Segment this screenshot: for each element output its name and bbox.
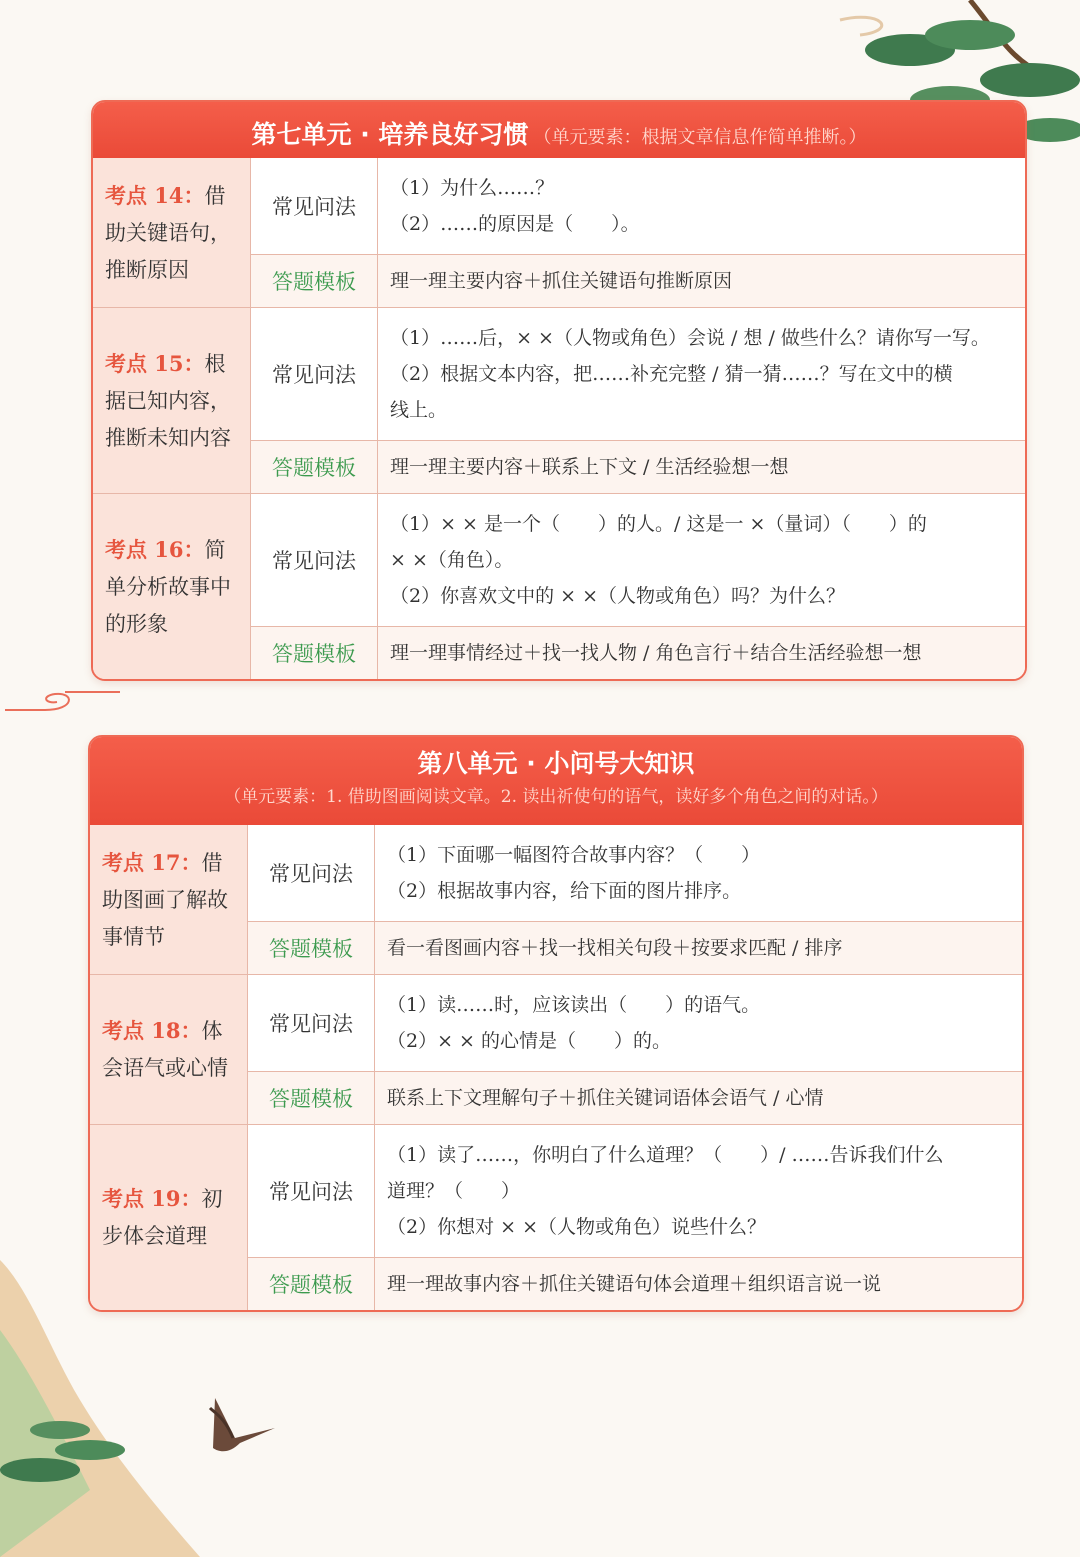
point-19 — [90, 1124, 1022, 1310]
unit-7-title: 第七单元 · 培养良好习惯 — [251, 120, 529, 149]
point-18-template-row — [248, 1071, 1022, 1124]
point-18-title: 体会语气或心情 — [102, 1019, 228, 1080]
point-19-questions — [375, 1125, 1022, 1257]
point-18 — [90, 974, 1022, 1124]
point-18-question-label: 常见问法 — [248, 975, 375, 1071]
point-14 — [93, 158, 1025, 307]
cloud-swirl-decoration — [5, 688, 120, 714]
question-line: （1）读……时，应该读出（ ）的语气。 — [387, 994, 761, 1016]
point-15-number: 考点 15： — [105, 350, 205, 376]
point-17-questions — [375, 825, 1022, 921]
unit-7-body — [93, 158, 1025, 679]
point-19-question-label: 常见问法 — [248, 1125, 375, 1257]
point-19-number: 考点 19： — [102, 1186, 202, 1211]
point-15-questions — [378, 308, 1025, 440]
point-15-template-label: 答题模板 — [251, 441, 378, 493]
point-17-number: 考点 17： — [102, 849, 202, 875]
question-line: （1）下面哪一幅图符合故事内容？（ ） — [387, 844, 761, 866]
point-17-topic — [90, 825, 248, 974]
point-17-questions-row — [248, 825, 1022, 921]
point-17-template-row — [248, 921, 1022, 974]
question-line: × ×（角色）。 — [390, 549, 514, 571]
unit-8-header — [90, 737, 1022, 825]
unit-8-title: 第八单元 · 小问号大知识 — [417, 749, 695, 778]
question-line: （2）你想对 × ×（人物或角色）说些什么？ — [387, 1216, 767, 1238]
question-line: （1）读了……，你明白了什么道理？（ ）/ ……告诉我们什么 — [387, 1144, 944, 1166]
point-14-number: 考点 14： — [105, 182, 205, 208]
point-14-template — [378, 255, 1025, 307]
point-17-template-label: 答题模板 — [248, 922, 375, 974]
point-18-questions — [375, 975, 1022, 1071]
point-16-title: 简单分析故事中的形象 — [105, 537, 231, 636]
point-14-title: 借助关键语句，推断原因 — [105, 183, 231, 282]
point-18-questions-row — [248, 975, 1022, 1071]
question-line: （2）你喜欢文中的 × ×（人物或角色）吗？为什么？ — [390, 585, 846, 607]
point-16 — [93, 493, 1025, 679]
point-15-template — [378, 441, 1025, 493]
unit-8-card — [88, 735, 1024, 1312]
point-19-title: 初步体会道理 — [102, 1187, 223, 1248]
point-15-topic — [93, 308, 251, 493]
point-16-template-label: 答题模板 — [251, 627, 378, 679]
point-17-title: 借助图画了解故事情节 — [102, 850, 228, 949]
point-16-number: 考点 16： — [105, 536, 205, 562]
point-17-template — [375, 922, 1022, 974]
crane-bird-decoration — [205, 1398, 285, 1458]
template-line: 看一看图画内容＋找一找相关句段＋按要求匹配 / 排序 — [387, 937, 843, 959]
point-15-template-row — [251, 440, 1025, 493]
point-16-questions-row — [251, 494, 1025, 626]
point-16-questions — [378, 494, 1025, 626]
point-18-template — [375, 1072, 1022, 1124]
unit-7-card — [91, 100, 1027, 681]
question-line: （1）……后，× ×（人物或角色）会说 / 想 / 做些什么？请你写一写。 — [390, 327, 990, 349]
point-15-title: 根据已知内容，推断未知内容 — [105, 351, 231, 450]
unit-8-element: （单元要素：1. 借助图画阅读文章。2. 读出祈使句的语气，读好多个角色之间的对话。） — [224, 787, 888, 807]
question-line: （2）根据故事内容，给下面的图片排序。 — [387, 880, 742, 902]
point-19-template-row — [248, 1257, 1022, 1310]
point-16-template-row — [251, 626, 1025, 679]
point-16-topic — [93, 494, 251, 679]
unit-7-header — [93, 102, 1025, 158]
point-14-template-label: 答题模板 — [251, 255, 378, 307]
point-17-question-label: 常见问法 — [248, 825, 375, 921]
unit-8-body — [90, 825, 1022, 1310]
question-line: （2）× × 的心情是（ ）的。 — [387, 1030, 672, 1052]
point-16-template — [378, 627, 1025, 679]
point-15 — [93, 307, 1025, 493]
point-14-questions — [378, 158, 1025, 254]
template-line: 理一理事情经过＋找一找人物 / 角色言行＋结合生活经验想一想 — [390, 642, 922, 664]
template-line: 联系上下文理解句子＋抓住关键词语体会语气 / 心情 — [387, 1087, 824, 1109]
point-19-template-label: 答题模板 — [248, 1258, 375, 1310]
point-18-template-label: 答题模板 — [248, 1072, 375, 1124]
point-18-topic — [90, 975, 248, 1124]
point-14-questions-row — [251, 158, 1025, 254]
question-line: 线上。 — [390, 399, 448, 421]
unit-7-element: （单元要素：根据文章信息作简单推断。） — [533, 127, 867, 148]
template-line: 理一理故事内容＋抓住关键语句体会道理＋组织语言说一说 — [387, 1273, 882, 1295]
point-19-questions-row — [248, 1125, 1022, 1257]
point-15-questions-row — [251, 308, 1025, 440]
question-line: （2）……的原因是（ ）。 — [390, 213, 640, 235]
template-line: 理一理主要内容＋联系上下文 / 生活经验想一想 — [390, 456, 789, 478]
point-14-topic — [93, 158, 251, 307]
point-17 — [90, 825, 1022, 974]
question-line: 道理？（ ） — [387, 1180, 521, 1202]
question-line: （1）为什么……？ — [390, 177, 555, 199]
point-15-question-label: 常见问法 — [251, 308, 378, 440]
template-line: 理一理主要内容＋抓住关键语句推断原因 — [390, 270, 733, 292]
point-19-template — [375, 1258, 1022, 1310]
point-19-topic — [90, 1125, 248, 1310]
point-18-number: 考点 18： — [102, 1018, 202, 1043]
point-14-question-label: 常见问法 — [251, 158, 378, 254]
point-14-template-row — [251, 254, 1025, 307]
question-line: （2）根据文本内容，把……补充完整 / 猜一猜……？写在文中的横 — [390, 363, 953, 385]
question-line: （1）× × 是一个（ ）的人。/ 这是一 ×（量词）（ ）的 — [390, 513, 927, 535]
point-16-question-label: 常见问法 — [251, 494, 378, 626]
